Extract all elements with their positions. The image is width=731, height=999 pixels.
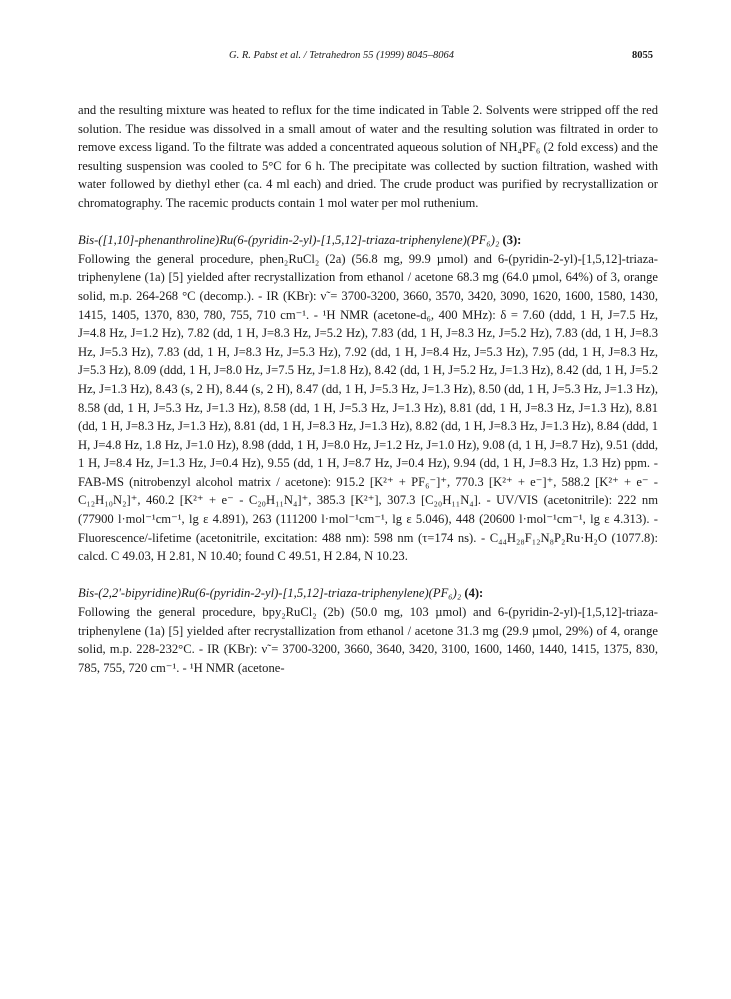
intro-paragraph: and the resulting mixture was heated to reflux for the time indicated in Table 2. Solvents were stripped off the red solution. The residue was dissolved in a small amout of water and the resulting solution was filtrated in order to remove excess ligand. To the filtrate was added a concentrated aqueous solution of NH₄PF₆ (2 fold excess) and the resulting suspension was cooled to 5°C for 6 h. The precipitate was collected by suction filtration, washed with water followed by diethyl ether (ca. 4 ml each) and dried. The crude product was purified by recrystallization or chromatography. The racemic products contain 1 mol water per mol ruthenium.: [78, 103, 658, 210]
compound-4-heading: [78, 584, 658, 603]
compound-3-heading: [78, 231, 658, 250]
compound-3-title: Bis-([1,10]-phenanthroline)Ru(6-(pyridin-2-yl)-[1,5,12]-triaza-triphenylene)(PF₆)₂: [78, 233, 500, 248]
article-body: [78, 101, 658, 677]
page-number: 8055: [632, 50, 653, 61]
compound-3-number: (3):: [502, 233, 522, 248]
running-head: G. R. Pabst et al. / Tetrahedron 55 (1999) 8045–8064: [229, 50, 454, 61]
compound-4-number: (4):: [464, 586, 484, 601]
compound-4-title: Bis-(2,2'-bipyridine)Ru(6-(pyridin-2-yl)-[1,5,12]-triaza-triphenylene)(PF₆)₂: [78, 586, 462, 601]
running-header: [78, 50, 653, 66]
paragraph-gap: [78, 213, 658, 232]
compound-4-text: Following the general procedure, bpy₂RuCl₂ (2b) (50.0 mg, 103 µmol) and 6-(pyridin-2-yl)-[1,5,12]-triaza-triphenylene (1a) [5] yielded after recrystallization from ethanol / acetone 31.3 mg (29.9 µmol, 29%) of 4, orange solid, m.p. 228-232°C. - IR (KBr): ν̃ = 3700-3200, 3660, 3640, 3420, 3100, 1600, 1460, 1440, 1415, 1375, 830, 785, 755, 720 cm⁻¹. - ¹H NMR (acetone-: [78, 605, 658, 675]
paragraph-gap: [78, 566, 658, 585]
compound-3-text: Following the general procedure, phen₂RuCl₂ (2a) (56.8 mg, 99.9 µmol) and 6-(pyridin-2-yl)-[1,5,12]-triaza-triphenylene (1a) [5] yielded after recrystallization from ethanol / acetone 68.3 mg (64.0 µmol, 64%) of 3, orange solid, m.p. 264-268 °C (decomp.). - IR (KBr): ν̃ = 3700-3200, 3660, 3570, 3420, 3090, 1620, 1600, 1580, 1430, 1415, 1405, 1370, 830, 780, 755, 710 cm⁻¹. - ¹H NMR (acetone-d₆, 400 MHz): δ = 7.60 (ddd, 1 H, J=7.5 Hz, J=4.8 Hz, J=1.2 Hz), 7.82 (dd, 1 H, J=8.3 Hz, J=5.2 Hz), 7.83 (dd, 1 H, J=8.3 Hz, J=5.2 Hz), 7.83 (dd, 1 H, J=8.3 Hz, J=5.3 Hz), 7.83 (dd, 1 H, J=8.3 Hz, J=5.3 Hz), 7.92 (dd, 1 H, J=8.4 Hz, J=5.3 Hz), 7.95 (dd, 1 H, J=8.3 Hz, J=5.3 Hz), 8.09 (ddd, 1 H, J=8.0 Hz, J=7.5 Hz, J=1.8 Hz), 8.42 (dd, 1 H, J=5.2 Hz, J=1.3 Hz), 8.42 (dd, 1 H, J=5.2 Hz, J=1.3 Hz), 8.43 (s, 2 H), 8.44 (s, 2 H), 8.47 (dd, 1 H, J=5.3 Hz, J=1.3 Hz), 8.50 (dd, 1 H, J=5.3 Hz, J=1.3 Hz), 8.58 (dd, 1 H, J=5.3 Hz, J=1.3 Hz), 8.58 (dd, 1 H, J=5.3 Hz, J=1.3 Hz), 8.81 (dd, 1 H, J=8.3 Hz, J=1.3 Hz), 8.81 (dd, 1 H, J=8.3 Hz, J=1.3 Hz), 8.81 (dd, 1 H, J=8.3 Hz, J=1.3 Hz), 8.82 (dd, 1 H, J=8.3 Hz, J=1.3 Hz), 8.84 (ddd, 1 H, J=4.8 Hz, 1.8 Hz, J=1.0 Hz), 8.98 (ddd, 1 H, J=8.0 Hz, J=1.2 Hz, J=1.0 Hz), 9.08 (d, 1 H, J=8.7 Hz), 9.51 (ddd, 1 H, J=8.4 Hz, J=1.3 Hz, J=0.4 Hz), 9.55 (dd, 1 H, J=8.7 Hz, J=0.4 Hz), 9.94 (dd, 1 H, J=8.3 Hz, 1.3 Hz) ppm. - FAB-MS (nitrobenzyl alcohol matrix / acetone): 915.2 [K²⁺ + PF₆⁻]⁺, 770.3 [K²⁺ + e⁻]⁺, 588.2 [K²⁺ + e⁻ - C₁₂H₁₀N₂]⁺, 460.2 [K²⁺ + e⁻ - C₂₀H₁₁N₄]⁺, 385.3 [K²⁺], 307.3 [C₂₀H₁₁N₄]. - UV/VIS (acetonitrile): 222 nm (77900 l·mol⁻¹cm⁻¹, lg ε 4.891), 263 (111200 l·mol⁻¹cm⁻¹, lg ε 5.046), 448 (20600 l·mol⁻¹cm⁻¹, lg ε 4.313). - Fluorescence/-lifetime (acetonitrile, excitation: 488 nm): 598 nm (τ=174 ns). - C₄₄H₂₈F₁₂N₈P₂Ru·H₂O (1077.8): calcd. C 49.03, H 2.81, N 10.40; found C 49.51, H 2.84, N 10.23.: [78, 251, 658, 564]
